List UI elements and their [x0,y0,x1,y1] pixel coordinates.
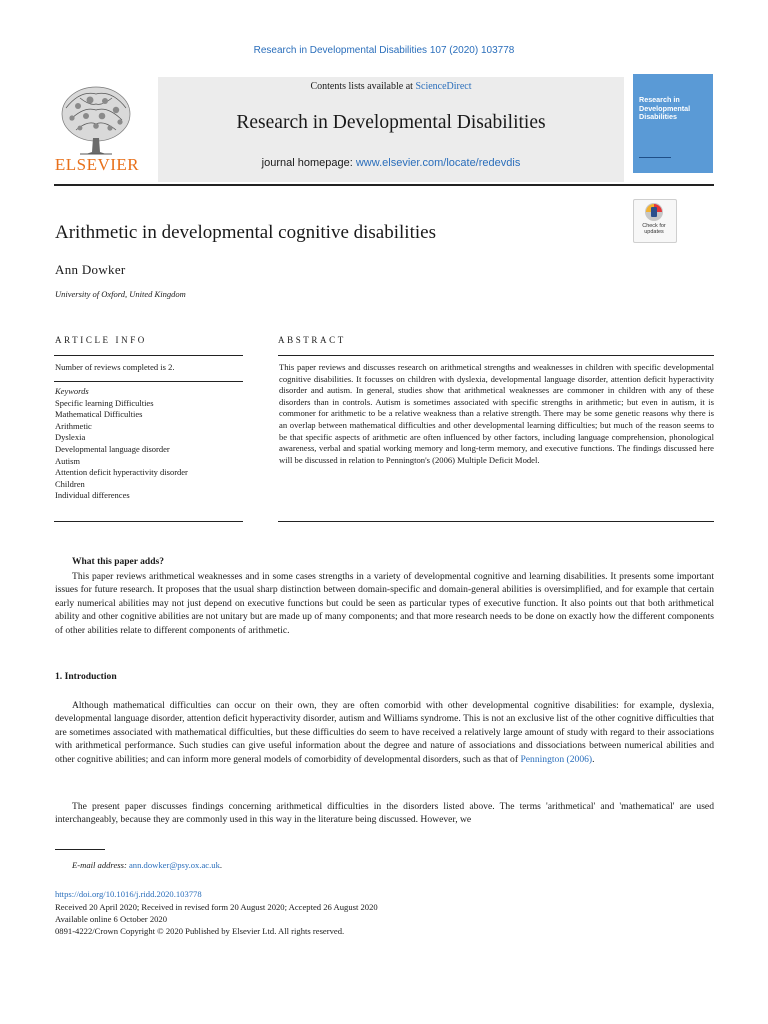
doi-link[interactable]: https://doi.org/10.1016/j.ridd.2020.103778 [55,889,202,899]
email-label: E-mail address: [72,860,127,870]
homepage-prefix: journal homepage: [261,157,356,169]
elsevier-wordmark: ELSEVIER [54,155,140,174]
footnote-divider [55,849,105,850]
received-dates: Received 20 April 2020; Received in revised form 20 August 2020; Accepted 26 August 2020 [55,902,378,912]
author-name[interactable]: Ann Dowker [55,262,126,277]
article-info-divider-bottom [54,521,243,522]
keyword-item: Dyslexia [55,432,86,443]
journal-cover-thumbnail[interactable] [633,74,713,173]
introduction-paragraph-text: Although mathematical difficulties can occur on their own, they are often comorbid with other developmental cognitive disabilities: for example, dyslexia, developmental language disorder, attention deficit hyperactivity disorder, autism and Williams syndrome. This is not an exclusive list of the other cognitive difficulties that are sometimes associated with mathematical difficulties, but these difficulties do seem to have received a relatively large amount of study with regard to their associations with arithmetical performance. Such studies can give useful information about the degree and nature of associations and dissociations between numerical abilities and other cognitive abilities; and can inform more general models of comorbidity of developmental disorders, such as that of [55,700,714,765]
keyword-item: Developmental language disorder [55,443,170,454]
journal-homepage-line [158,157,624,169]
article-info-divider-top [54,355,243,356]
contents-availability-line [158,81,624,92]
what-this-paper-adds-text: This paper reviews arithmetical weaknesses and in some cases strengths in a variety of developmental cognitive and learning disabilities. It presents some important issues for future research. It proposes that the usual sharp distinction between domain-specific and domain-general abilities is oversimplified, and for example that certain early numerical abilities may not just depend on executive functions but could be seen as particular types of executive function. It also points out that both arithmetical ability and other cognitive abilities are not unitary but are made up of many components; and that more research needs to be done on exactly how the different components of other abilities relate to different components of arithmetic. [55,571,714,636]
what-this-paper-adds-heading: What this paper adds? [72,557,164,567]
available-online-date: Available online 6 October 2020 [55,914,168,924]
keyword-item: Individual differences [55,490,130,501]
keyword-item: Autism [55,455,81,466]
journal-cover-bar [639,157,671,158]
copyright-notice: 0891-4222/Crown Copyright © 2020 Published by Elsevier Ltd. All rights reserved. [55,926,345,936]
keyword-item: Specific learning Difficulties [55,397,154,408]
pennington-citation-link[interactable]: Pennington (2006) [520,753,593,765]
reviews-note: Number of reviews completed is 2. [55,362,175,372]
journal-homepage-link[interactable]: www.elsevier.com/locate/redevdis [355,157,521,169]
abstract-text: This paper reviews and discusses research on arithmetical strengths and weaknesses in children with specific developmental cognitive disabilities. It focusses on children with dyslexia, developmental language disorder, attention deficit hyperactivity disorder and autism. In general, studies show that arithmetical weaknesses are commoner in children with any of these disorders than in controls. Autism is sometimes associated with specific strengths in arithmetic; but even in autism, it is commoner for arithmetic to be a relative weakness than a relative strength. There may be some genetic reasons why there is an overlap between mathematical difficulties and other developmental learning difficulties; but much of the reason seems to be that specific aspects of arithmetic are often influenced by other factors, including language comprehension, phonological awareness, verbal and spatial working memory and long-term memory, and executive functions. The findings discussed here will be discussed in relation to Pennington's (2006) Multiple Deficit Model. [279,362,714,465]
keyword-item: Arithmetic [55,420,92,431]
author-affiliation: University of Oxford, United Kingdom [55,289,186,299]
introduction-paragraph-end: . [592,753,595,765]
introduction-heading: 1. Introduction [55,671,117,682]
contents-prefix: Contents lists available at [310,81,416,92]
keywords-label: Keywords [55,386,89,396]
keyword-item: Attention deficit hyperactivity disorder [55,467,188,478]
email-end: . [219,860,223,870]
introduction-paragraph [55,699,714,766]
author-email-link[interactable]: ann.dowker@psy.ox.ac.uk [128,860,220,870]
journal-cover-title: Research in Developmental Disabilities [639,95,691,121]
introduction-paragraph: The present paper discusses findings concerning arithmetical difficulties in the disorders listed above. The terms 'arithmetical' and 'mathematical' are used interchangeably, because they are commonly used in this way in the literature being discussed. However, we [55,801,714,826]
sciencedirect-link[interactable]: ScienceDirect [415,81,472,92]
keyword-item: Children [55,478,85,489]
article-info-heading: ARTICLE INFO [55,335,147,345]
header-divider [54,184,714,186]
check-for-updates-text: Check for updates [642,223,666,235]
article-title: Arithmetic in developmental cognitive disabilities [55,222,436,243]
abstract-divider-top [278,355,714,356]
journal-reference-link[interactable]: Research in Developmental Disabilities 107 (2020) 103778 [253,45,515,56]
abstract-heading: ABSTRACT [278,335,346,345]
article-info-divider-middle [54,381,243,382]
crossmark-icon [644,202,664,222]
abstract-divider-bottom [278,521,714,522]
journal-title: Research in Developmental Disabilities [236,112,546,133]
author-email-line [72,860,222,870]
keywords-list [55,386,188,502]
keyword-item: Mathematical Difficulties [55,409,143,420]
